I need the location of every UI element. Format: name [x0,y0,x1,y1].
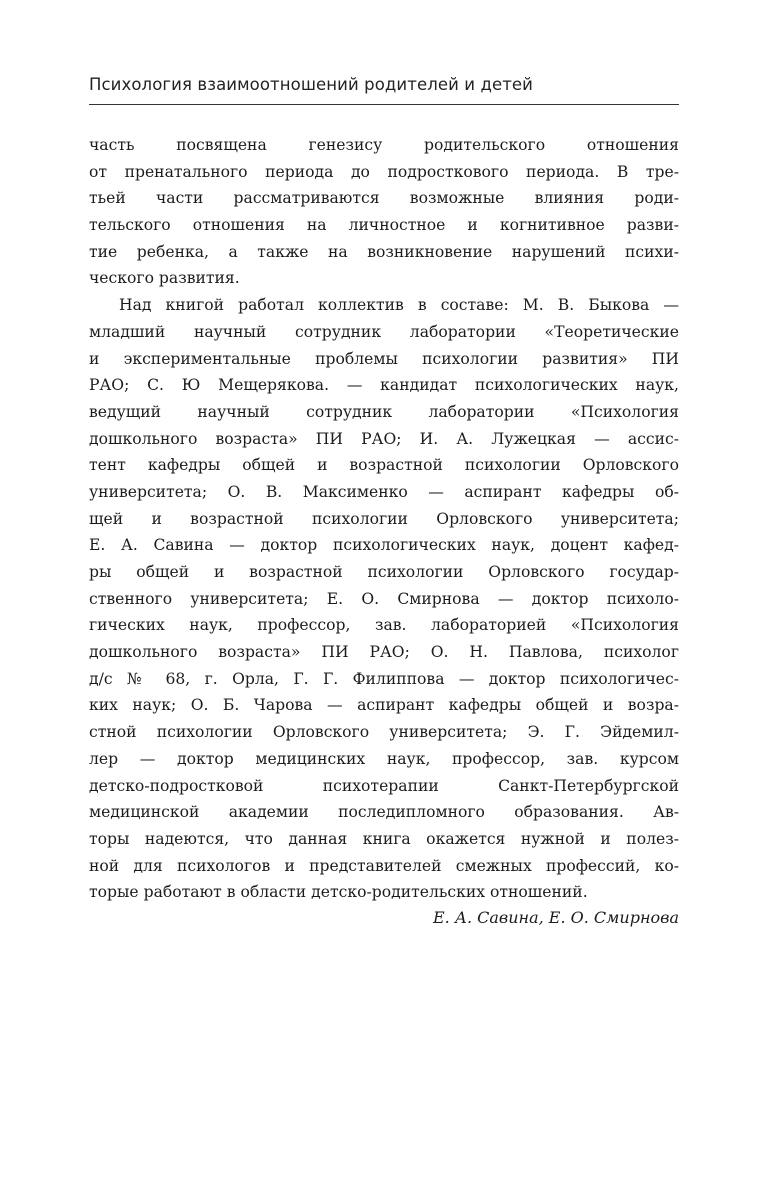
author-signature: Е. А. Савина, Е. О. Смирнова [432,908,679,927]
text-line: ственного университета; Е. О. Смирнова — доктор психоло- [89,589,679,608]
header-rule [89,104,679,105]
text-line: РАО; С. Ю Мещерякова. — кандидат психологических наук, [89,376,679,395]
text-line: ких наук; О. Б. Чарова — аспирант кафедры общей и возра- [89,696,679,715]
text-line: гических наук, профессор, зав. лабораторией «Психология [89,616,679,635]
text-line: тие ребенка, а также на возникновение нарушений психи- [89,242,679,261]
text-line: лер — доктор медицинских наук, профессор, зав. курсом [89,749,679,768]
text-line: Над книгой работал коллектив в составе: М. В. Быкова — [119,296,679,315]
text-line: и экспериментальные проблемы психологии развития» ПИ [89,349,679,368]
paragraph-2 [89,292,679,906]
text-line: медицинской академии последипломного образования. Ав- [89,803,679,822]
text-line: щей и возрастной психологии Орловского университета; [89,509,679,528]
text-line: от пренатального периода до подросткового периода. В тре- [89,162,679,181]
text-line: дошкольного возраста» ПИ РАО; О. Н. Павлова, психолог [89,643,679,662]
text-line: тент кафедры общей и возрастной психологии Орловского [89,456,679,475]
text-line: стной психологии Орловского университета; Э. Г. Эйдемил- [89,723,679,742]
running-head: Психология взаимоотношений родителей и детей [89,75,534,94]
text-line: дошкольного возраста» ПИ РАО; И. А. Лужецкая — ассис- [89,429,679,448]
text-line: ведущий научный сотрудник лаборатории «Психология [89,402,679,421]
text-line: университета; О. В. Максименко — аспирант кафедры об- [89,482,679,501]
text-line: тьей части рассматриваются возможные влияния роди- [89,189,679,208]
body-text [89,132,679,906]
paragraph-1 [89,132,679,292]
text-line: д/с № 68, г. Орла, Г. Г. Филиппова — доктор психологичес- [89,669,679,688]
text-line: тельского отношения на личностное и когнитивное разви- [89,216,679,235]
text-line: младший научный сотрудник лаборатории «Теоретические [89,322,679,341]
text-line: торы надеются, что данная книга окажется нужной и полез- [89,829,679,848]
text-line: Е. А. Савина — доктор психологических наук, доцент кафед- [89,536,679,555]
text-line: ческого развития. [89,269,240,288]
text-line: детско-подростковой психотерапии Санкт-Петербургской [89,776,679,795]
text-line: ной для психологов и представителей смежных профессий, ко- [89,856,679,875]
text-line: ры общей и возрастной психологии Орловского государ- [89,563,679,581]
text-line: торые работают в области детско-родительских отношений. [89,883,588,902]
text-line: часть посвящена генезису родительского отношения [89,136,679,154]
